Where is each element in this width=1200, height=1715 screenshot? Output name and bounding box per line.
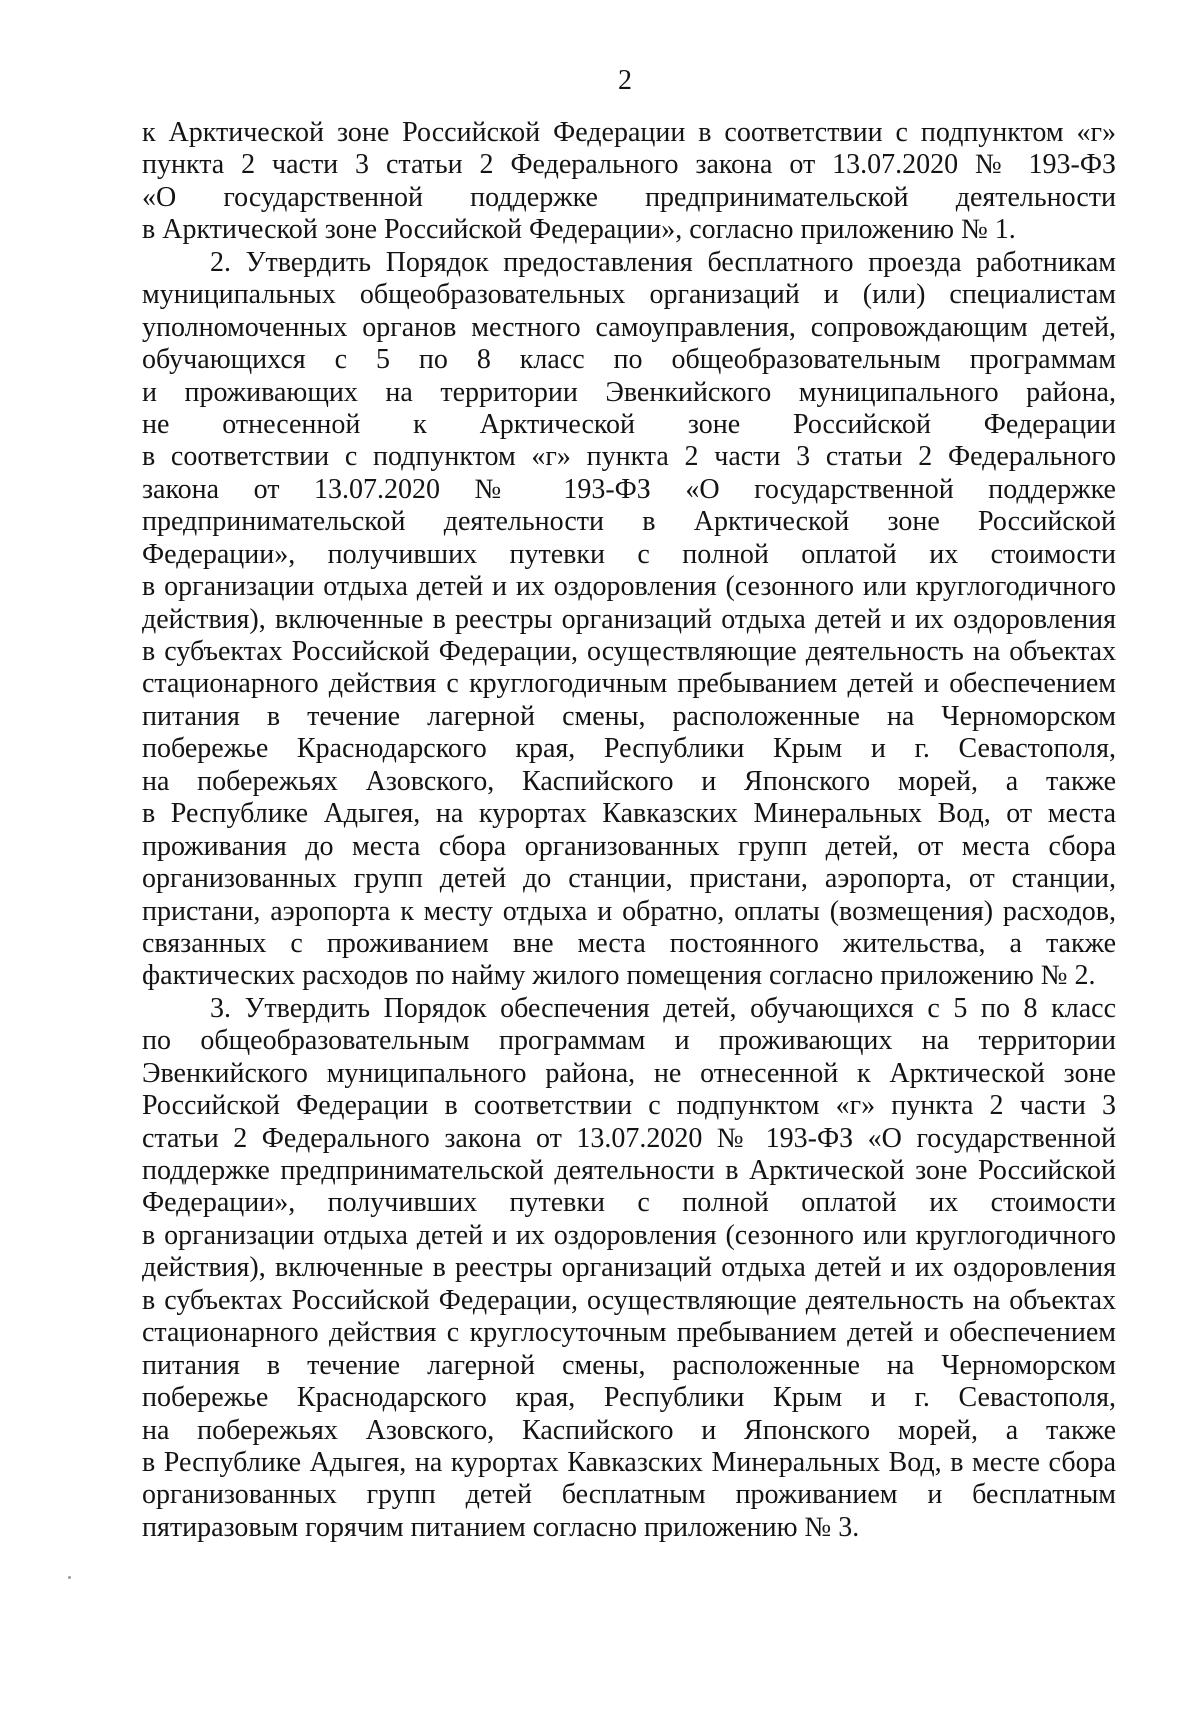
text-line: 2. Утвердить Порядок предоставления бесплатного проезда работникам [210,246,1116,278]
text-line: в Республике Адыгея, на курортах Кавказских Минеральных Вод, от места [142,798,1116,830]
text-line: стационарного действия с круглогодичным пребыванием детей и обеспечением [142,668,1116,700]
text-line: не отнесенной к Арктической зоне Российской Федерации [142,408,1116,440]
text-line: пятиразовым горячим питанием согласно приложению № 3. [142,1511,860,1543]
text-line: муниципальных общеобразовательных организаций и (или) специалистам [142,279,1116,311]
paragraph-item-3 [142,993,1116,1544]
text-line: в субъектах Российской Федерации, осуществляющие деятельность на объектах [142,1284,1116,1316]
text-line: в Республике Адыгея, на курортах Кавказских Минеральных Вод, в месте сбора [142,1446,1116,1478]
text-line: Федерации», получивших путевки с полной оплатой их стоимости [142,538,1116,570]
text-line: к Арктической зоне Российской Федерации в соответствии с подпунктом «г» [142,117,1116,148]
text-line: связанных с проживанием вне места постоянного жительства, а также [142,927,1116,959]
text-line: предпринимательской деятельности в Арктической зоне Российской [142,506,1116,538]
text-line: пристани, аэропорта к месту отдыха и обратно, оплаты (возмещения) расходов, [142,895,1116,927]
text-line: и проживающих на территории Эвенкийского муниципального района, [142,376,1116,408]
text-line: действия), включенные в реестры организаций отдыха детей и их оздоровления [142,603,1116,635]
text-line: действия), включенные в реестры организаций отдыха детей и их оздоровления [142,1252,1116,1284]
text-line: обучающихся с 5 по 8 класс по общеобразовательным программам [142,344,1116,376]
text-line: 3. Утвердить Порядок обеспечения детей, обучающихся с 5 по 8 класс [210,992,1116,1024]
page-number: 2 [618,65,632,96]
text-line: в организации отдыха детей и их оздоровления (сезонного или круглогодичного [142,571,1116,603]
text-line: организованных групп детей до станции, пристани, аэропорта, от станции, [142,863,1116,895]
text-line: на побережьях Азовского, Каспийского и Японского морей, а также [142,765,1116,797]
text-line: организованных групп детей бесплатным проживанием и бесплатным [142,1479,1116,1511]
text-line: в соответствии с подпунктом «г» пункта 2 части 3 статьи 2 Федерального [142,441,1116,473]
text-line: побережье Краснодарского края, Республики Крым и г. Севастополя, [142,733,1116,765]
text-line: по общеобразовательным программам и проживающих на территории [142,1025,1116,1057]
text-line: Эвенкийского муниципального района, не отнесенной к Арктической зоне [142,1057,1116,1089]
text-line: пункта 2 части 3 статьи 2 Федерального закона от 13.07.2020 № 193-ФЗ [142,149,1116,181]
paragraph-cont [142,117,1116,247]
text-line: «О государственной поддержке предпринимательской деятельности [142,181,1116,213]
text-line: побережье Краснодарского края, Республики Крым и г. Севастополя, [142,1382,1116,1414]
paragraph-item-2 [142,247,1116,993]
text-line: проживания до места сбора организованных групп детей, от места сбора [142,830,1116,862]
text-line: питания в течение лагерной смены, расположенные на Черноморском [142,700,1116,732]
text-line: фактических расходов по найму жилого помещения согласно приложению № 2. [142,960,1096,992]
text-line: стационарного действия с круглосуточным пребыванием детей и обеспечением [142,1317,1116,1349]
text-line: в субъектах Российской Федерации, осуществляющие деятельность на объектах [142,636,1116,667]
text-line: статьи 2 Федерального закона от 13.07.2020 № 193-ФЗ «О государственной [142,1122,1116,1154]
text-line: закона от 13.07.2020 № 193-ФЗ «О государственной поддержке [142,473,1116,505]
text-line: питания в течение лагерной смены, расположенные на Черноморском [142,1349,1116,1381]
scan-speck [68,1576,71,1579]
text-line: Федерации», получивших путевки с полной оплатой их стоимости [142,1187,1116,1219]
text-line: в организации отдыха детей и их оздоровления (сезонного или круглогодичного [142,1219,1116,1251]
text-line: на побережьях Азовского, Каспийского и Японского морей, а также [142,1414,1116,1446]
text-line: уполномоченных органов местного самоуправления, сопровождающим детей, [142,311,1116,343]
text-line: Российской Федерации в соответствии с подпунктом «г» пункта 2 части 3 [142,1090,1116,1122]
text-line: в Арктической зоне Российской Федерации», согласно приложению № 1. [142,214,1016,246]
text-line: поддержке предпринимательской деятельности в Арктической зоне Российской [142,1155,1116,1186]
document-body [142,117,1116,1544]
